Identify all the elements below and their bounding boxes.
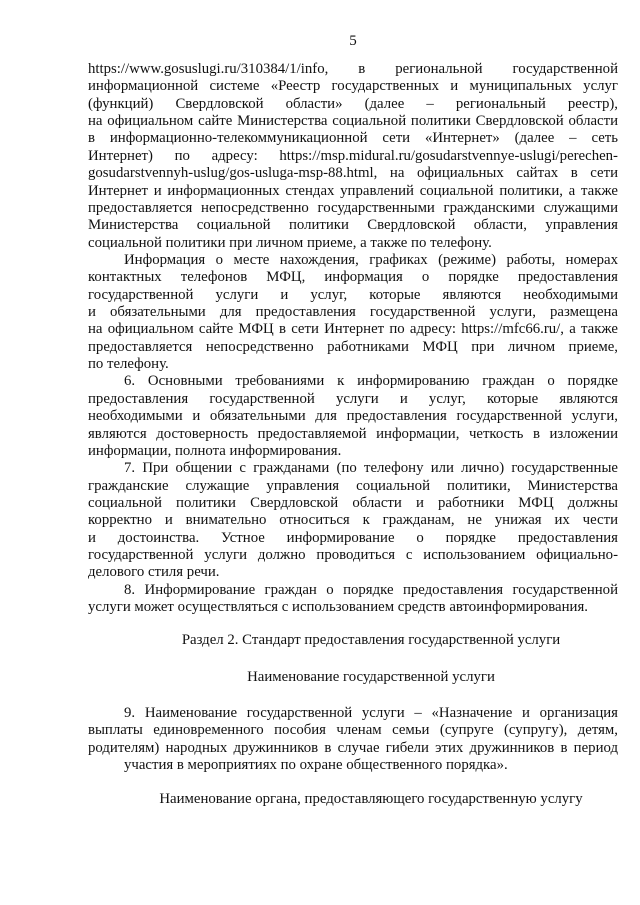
paragraph-line: предоставляется непосредственно государственными гражданскими служащими [88,199,618,216]
paragraph-mfc-info [88,252,618,374]
paragraph-line: государственной услуги и услуг, которые являются необходимыми [88,286,618,303]
document-body [88,61,618,808]
paragraph-item-7 [88,460,618,582]
subheading-authority: Наименование органа, предоставляющего государственную услугу [159,790,583,807]
subheading-service-name: Наименование государственной услуги [247,668,495,685]
paragraph-line: социальной политики при личном приеме, а также по телефону. [88,234,492,251]
paragraph-line: https://www.gosuslugi.ru/310384/1/info, в региональной государственной [88,61,618,77]
paragraph-line: Интернет и информационных стендах управлений социальной политики, а также [88,182,618,199]
paragraph-line: участия в мероприятиях по охране общественного порядка». [124,756,508,773]
paragraph-info-continuation [88,61,618,252]
paragraph-line: социальной политики Свердловской области и работники МФЦ должны [88,494,618,511]
paragraph-item-8 [88,582,618,617]
paragraph-item-9 [88,705,618,774]
paragraph-line: предоставляется непосредственно работниками МФЦ при личном приеме, [88,338,618,355]
paragraph-line: gosudarstvennyh-uslug/gos-usluga-msp-88.html, на официальных сайтах в сети [88,165,618,182]
paragraph-line: и обязательными для предоставления государственной услуги, размещена [88,304,618,321]
paragraph-line: и достоинства. Устное информирование о порядке предоставления [88,529,618,546]
paragraph-line: 8. Информирование граждан о порядке предоставления государственной [124,581,618,598]
paragraph-line: 7. При общении с гражданами (по телефону или лично) государственные [124,460,618,477]
paragraph-line: гражданские служащие управления социальной политики, Министерства [88,477,618,494]
section-heading: Раздел 2. Стандарт предоставления государственной услуги [181,632,561,648]
paragraph-line: на официальном сайте МФЦ в сети Интернет по адресу: https://mfc66.ru/, а также [88,321,618,338]
paragraph-line: необходимыми и обязательными для предоставления государственной услуги, [88,408,618,425]
paragraph-line: Информация о месте нахождения, графиках (режиме) работы, номерах [124,251,618,268]
paragraph-line: на официальном сайте Министерства социальной политики Свердловской области [88,113,618,130]
paragraph-line: контактных телефонов МФЦ, информация о порядке предоставления [88,269,618,286]
paragraph-line: родителям) народных дружинников в случае гибели этих дружинников в период [88,739,618,756]
paragraph-line: корректно и внимательно относиться к гражданам, не унижая их чести [88,512,618,529]
paragraph-item-6 [88,373,618,460]
paragraph-line: Министерства социальной политики Свердловской области, управления [88,217,618,234]
paragraph-line: по телефону. [88,356,169,373]
paragraph-line: государственной услуги должно проводиться с использованием официально- [88,547,618,564]
paragraph-line: выплаты единовременного пособия членам семьи (супруге (супругу), детям, [88,722,618,739]
paragraph-line: 9. Наименование государственной услуги – «Назначение и организация [124,704,618,721]
paragraph-line: являются достоверность предоставляемой информации, четкость в изложении [88,425,618,442]
paragraph-line: информации, полнота информирования. [88,442,342,459]
paragraph-line: в информационно-телекоммуникационной сети «Интернет» (далее – сеть [88,130,618,147]
page-number: 5 [349,33,357,49]
paragraph-line: предоставления государственной услуги и услуг, которые являются [88,390,618,407]
paragraph-line: информационной системе «Реестр государственных и муниципальных услуг [88,78,618,95]
paragraph-line: 6. Основными требованиями к информированию граждан о порядке [124,373,618,390]
paragraph-line: (функций) Свердловской области» (далее – региональный реестр), [88,95,618,112]
paragraph-line: Интернет) по адресу: https://msp.midural.ru/gosudarstvennye-uslugi/perechen- [88,147,618,164]
paragraph-line: услуги может осуществляться с использованием средств автоинформирования. [88,599,588,616]
paragraph-line: делового стиля речи. [88,564,220,581]
